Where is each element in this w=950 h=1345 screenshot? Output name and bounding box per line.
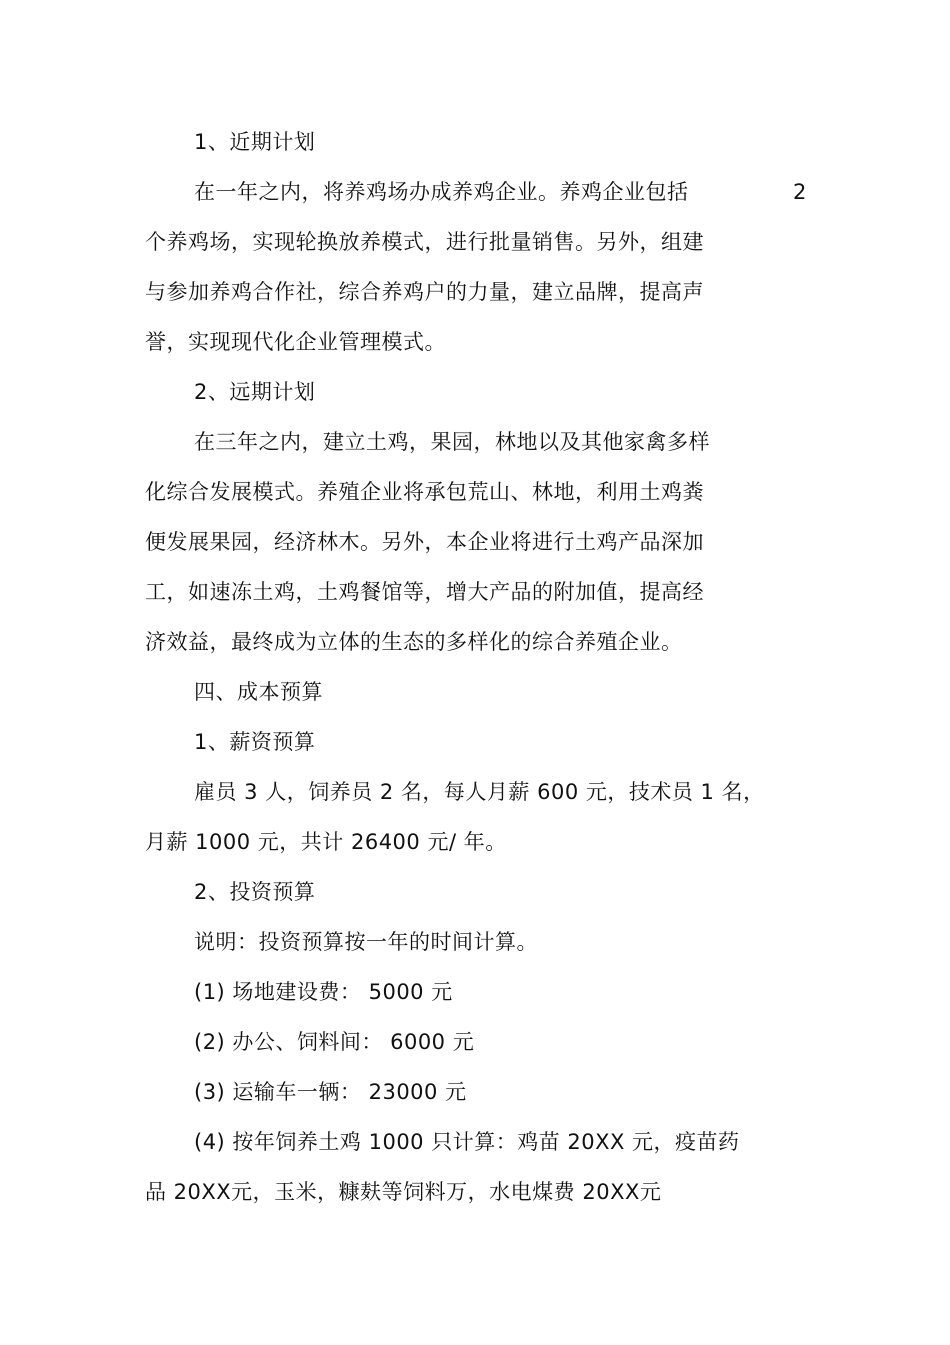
paragraph-line: 个养鸡场，实现轮换放养模式，进行批量销售。另外，组建 bbox=[145, 230, 704, 254]
paragraph-line: 工，如速冻土鸡，土鸡餐馆等，增大产品的附加值，提高经 bbox=[145, 580, 704, 604]
budget-item: (3) 运输车一辆： 23000 元 bbox=[194, 1080, 467, 1104]
paragraph-line: 与参加养鸡合作社，综合养鸡户的力量，建立品牌，提高声 bbox=[145, 280, 704, 304]
paragraph-line: 济效益，最终成为立体的生态的多样化的综合养殖企业。 bbox=[145, 630, 683, 654]
budget-item: (1) 场地建设费： 5000 元 bbox=[194, 980, 453, 1004]
paragraph-line: 化综合发展模式。养殖企业将承包荒山、林地，利用土鸡粪 bbox=[145, 480, 704, 504]
paragraph-line: 雇员 3 人，饲养员 2 名，每人月薪 600 元，技术员 1 名， bbox=[194, 780, 765, 804]
budget-item: (4) 按年饲养土鸡 1000 只计算：鸡苗 20XX 元，疫苗药 bbox=[194, 1130, 740, 1154]
budget-item: (2) 办公、饲料间： 6000 元 bbox=[194, 1030, 475, 1054]
heading-investment-budget: 2、投资预算 bbox=[194, 880, 316, 904]
paragraph-line: 月薪 1000 元，共计 26400 元/ 年。 bbox=[145, 830, 507, 854]
heading-near-term-plan: 1、近期计划 bbox=[194, 130, 316, 154]
heading-salary-budget: 1、薪资预算 bbox=[194, 730, 316, 754]
paragraph-line: 便发展果园，经济林木。另外，本企业将进行土鸡产品深加 bbox=[145, 530, 704, 554]
paragraph-line: 誉，实现现代化企业管理模式。 bbox=[145, 330, 446, 354]
paragraph-line: 品 20XX元，玉米，糠麸等饲料万，水电煤费 20XX元 bbox=[145, 1180, 662, 1204]
paragraph-line bbox=[194, 178, 814, 206]
heading-cost-budget: 四、成本预算 bbox=[194, 680, 323, 704]
paragraph-number: 2 bbox=[793, 180, 807, 204]
budget-note: 说明：投资预算按一年的时间计算。 bbox=[194, 930, 538, 954]
heading-long-term-plan: 2、远期计划 bbox=[194, 380, 316, 404]
paragraph-line: 在三年之内，建立土鸡，果园，林地以及其他家禽多样 bbox=[194, 430, 710, 454]
paragraph-text: 在一年之内，将养鸡场办成养鸡企业。养鸡企业包括 bbox=[194, 180, 689, 204]
